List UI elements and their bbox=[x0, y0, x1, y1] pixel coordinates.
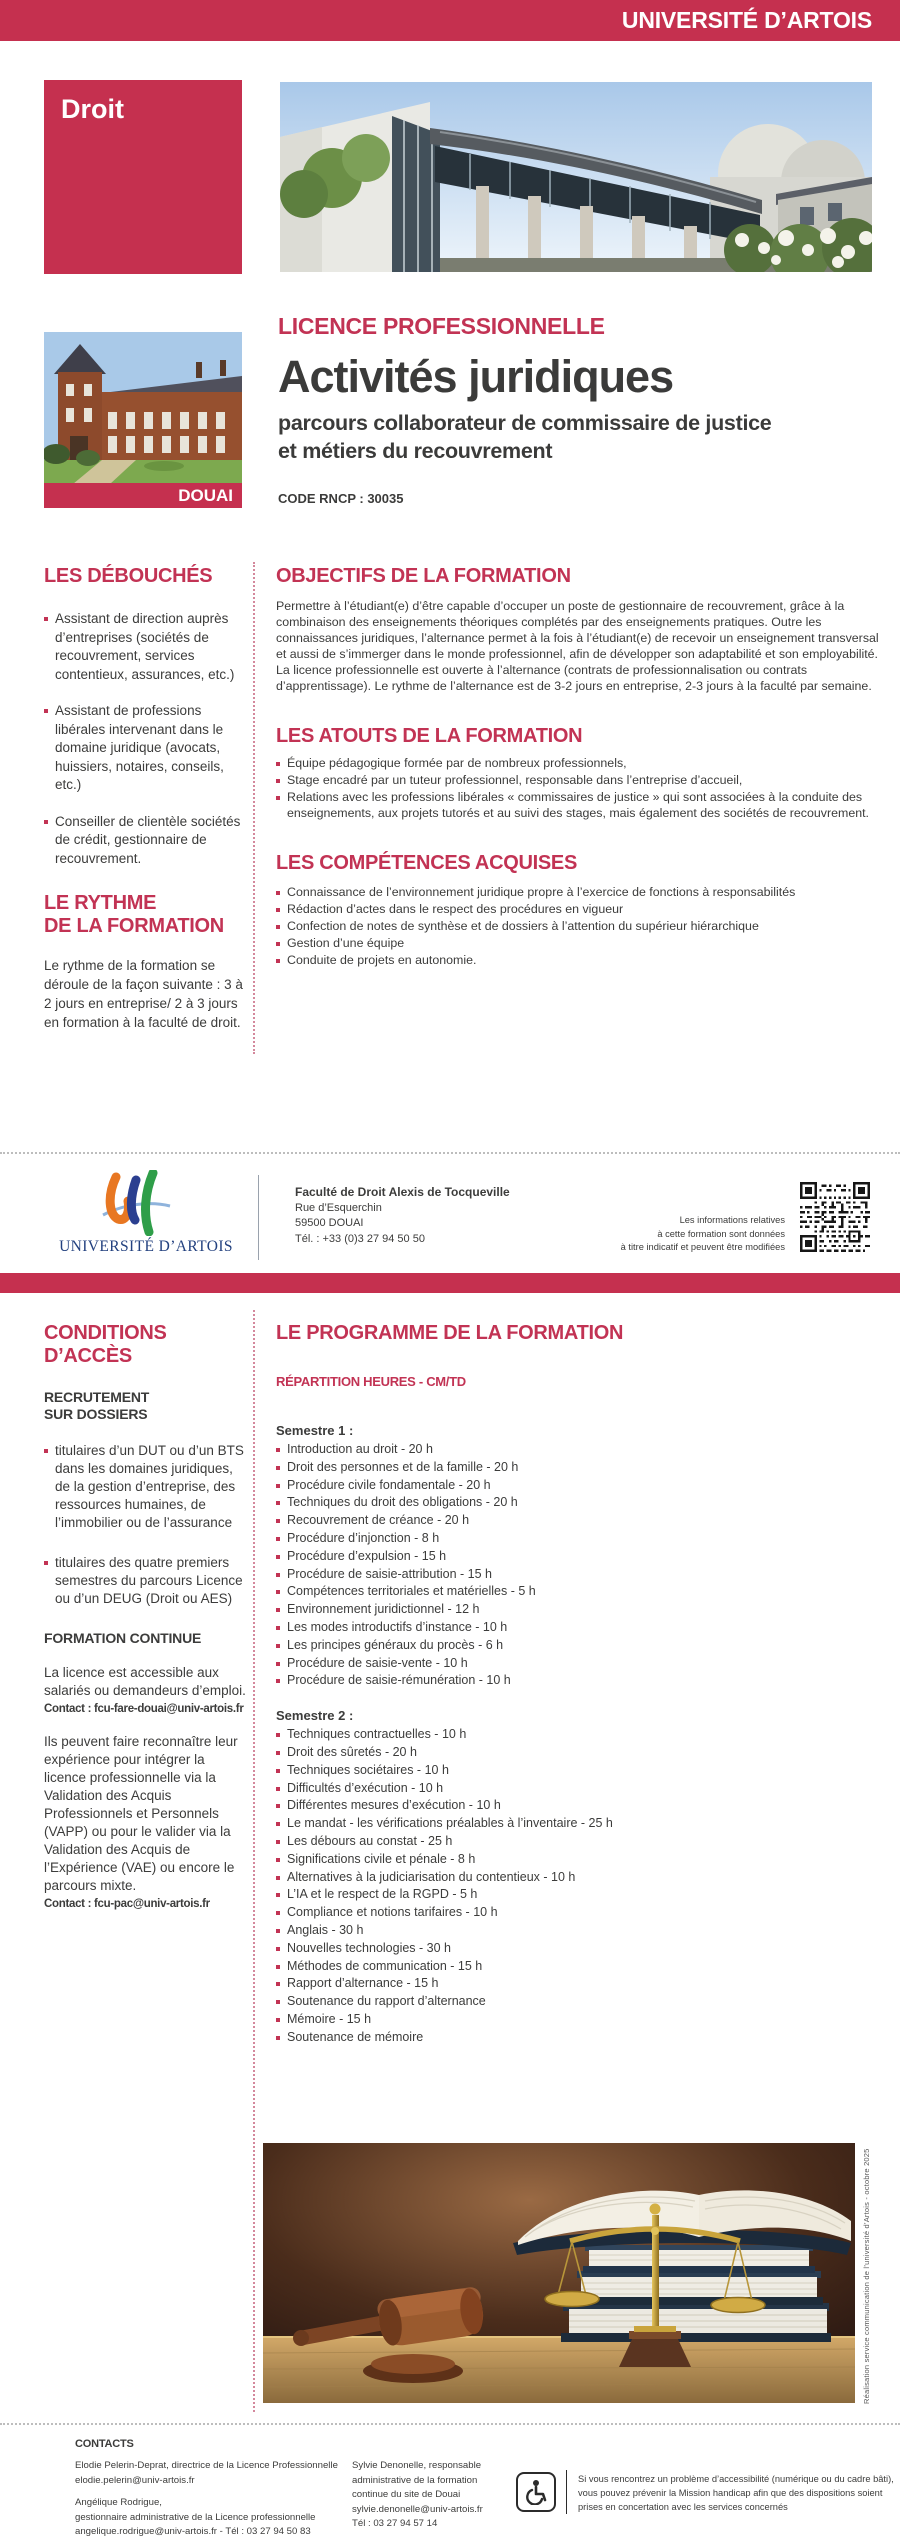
semester2-list bbox=[276, 1726, 884, 2046]
discipline-label: Droit bbox=[61, 94, 124, 124]
horizontal-dotted-divider bbox=[0, 2423, 900, 2425]
contacts-column-1 bbox=[75, 2459, 345, 2540]
objectifs-heading: OBJECTIFS DE LA FORMATION bbox=[276, 565, 571, 587]
list-item: Compliance et notions tarifaires - 10 h bbox=[276, 1904, 884, 1922]
vertical-divider bbox=[566, 2470, 567, 2514]
page-title: Activités juridiques bbox=[278, 351, 674, 402]
list-item: titulaires des quatre premiers semestres du parcours Licence ou d’un DEUG (Droit ou AES) bbox=[44, 1554, 250, 1608]
debouches-column bbox=[44, 565, 246, 1032]
contacts-heading: CONTACTS bbox=[75, 2438, 134, 2450]
university-logo bbox=[100, 1170, 172, 1241]
contact-phone: Tél : 03 27 94 57 14 bbox=[352, 2518, 438, 2529]
objectifs-column bbox=[276, 565, 880, 969]
degree-kicker: LICENCE PROFESSIONNELLE bbox=[278, 313, 605, 339]
list-item: Difficultés d’exécution - 10 h bbox=[276, 1780, 884, 1798]
list-item: Conduite de projets en autonomie. bbox=[276, 952, 880, 969]
faculty-phone: Tél. : +33 (0)3 27 94 50 50 bbox=[295, 1232, 425, 1245]
campus-photo-illustration bbox=[280, 82, 872, 272]
information-notice: Les informations relatives à cette formation sont données à titre indicatif et peuvent être modifiées bbox=[620, 1215, 785, 1252]
list-item: Mémoire - 15 h bbox=[276, 2011, 884, 2029]
campus-photo bbox=[280, 82, 872, 272]
recrutement-title: RECRUTEMENT SUR DOSSIERS bbox=[44, 1389, 150, 1422]
contact-email-2: Contact : fcu-pac@univ-artois.fr bbox=[44, 1898, 210, 1910]
column-divider-dotted bbox=[253, 562, 255, 1054]
list-item: Compétences territoriales et matérielles - 5 h bbox=[276, 1583, 884, 1601]
red-separator-band bbox=[0, 1273, 900, 1293]
university-topbar bbox=[0, 0, 900, 41]
list-item: Connaissance de l’environnement juridique propre à l’exercice de fonctions à responsabilités bbox=[276, 884, 880, 901]
rythme-text: Le rythme de la formation se déroule de la façon suivante : 3 à 2 jours en entreprise/ 2 à 3 jours en formation à la faculté de droit. bbox=[44, 958, 243, 1030]
list-item: Assistant de professions libérales intervenant dans le domaine juridique (avocats, huissiers, notaires, conseils, etc.) bbox=[44, 702, 246, 795]
contact-person: Elodie Pelerin-Deprat, directrice de la Licence Professionnelle bbox=[75, 2460, 338, 2471]
accessibility-notice: Si vous rencontrez un problème d’accessibilité (numérique ou du cadre bâti), vous pouvez prévenir la Mission handicap afin que des dispositions soient prises en concertation avec les services concernés bbox=[578, 2474, 894, 2512]
rythme-heading: LE RYTHME DE LA FORMATION bbox=[44, 892, 224, 937]
debouches-list bbox=[44, 610, 246, 868]
list-item: Soutenance du rapport d’alternance bbox=[276, 1993, 884, 2011]
list-item: Différentes mesures d’exécution - 10 h bbox=[276, 1797, 884, 1815]
university-name: UNIVERSITÉ D’ARTOIS bbox=[621, 7, 872, 33]
conditions-column bbox=[44, 1322, 250, 1913]
douai-photo bbox=[44, 332, 242, 508]
contact-email: elodie.pelerin@univ-artois.fr bbox=[75, 2474, 195, 2486]
list-item: Les débours au constat - 25 h bbox=[276, 1833, 884, 1851]
list-item: Anglais - 30 h bbox=[276, 1922, 884, 1940]
competences-list bbox=[276, 884, 880, 969]
list-item: Introduction au droit - 20 h bbox=[276, 1441, 884, 1459]
list-item: Droit des personnes et de la famille - 20 h bbox=[276, 1459, 884, 1477]
faculty-street: Rue d’Esquerchin bbox=[295, 1201, 382, 1214]
list-item: L’IA et le respect de la RGPD - 5 h bbox=[276, 1886, 884, 1904]
wheelchair-icon bbox=[516, 2472, 556, 2512]
competences-heading: LES COMPÉTENCES ACQUISES bbox=[276, 851, 577, 874]
list-item: Équipe pédagogique formée par de nombreux professionnels, bbox=[276, 755, 880, 772]
rncp-code: CODE RNCP : 30035 bbox=[278, 491, 404, 506]
discipline-box bbox=[44, 80, 242, 274]
qr-code-pattern bbox=[800, 1182, 870, 1252]
list-item: Alternatives à la judiciarisation du contentieux - 10 h bbox=[276, 1869, 884, 1887]
column-divider-dotted bbox=[253, 1310, 255, 2412]
production-credit: Réalisation service communication de l’université d’Artois - octobre 2025 bbox=[862, 2148, 871, 2404]
programme-heading: LE PROGRAMME DE LA FORMATION bbox=[276, 1322, 624, 1344]
douai-banner bbox=[44, 483, 242, 508]
objectifs-text: Permettre à l’étudiant(e) d’être capable d’occuper un poste de gestionnaire de recouvrement, grâce à la combinaison des enseignements théoriques complétés par des enseignements pratiques. Outre les connaissances juridiques, l’alternance permet à la fois à l’étudiant(e) de recevoir un enseignement transversal et aussi de s’immerger dans le monde professionnel, afin de développer son adaptabilité et son employabilité. La licence professionnelle est ouverte à l’alternance (contrats de professionnalisation ou contrats d’apprentissage). Le rythme de l’alternance est de 3-2 jours en entreprise, 2-3 jours à la faculté par semaine. bbox=[276, 599, 879, 693]
list-item: Procédure civile fondamentale - 20 h bbox=[276, 1477, 884, 1495]
faculty-address bbox=[295, 1185, 510, 1247]
semester2-label: Semestre 2 : bbox=[276, 1708, 354, 1724]
contact-role: gestionnaire administrative de la Licence professionnelle bbox=[75, 2511, 316, 2523]
list-item: Significations civile et pénale - 8 h bbox=[276, 1851, 884, 1869]
list-item: Conseiller de clientèle sociétés de crédit, gestionnaire de recouvrement. bbox=[44, 813, 246, 869]
list-item: Techniques contractuelles - 10 h bbox=[276, 1726, 884, 1744]
contact-person: Sylvie Denonelle, responsable bbox=[352, 2460, 482, 2471]
list-item: Confection de notes de synthèse et de dossiers à l’attention du supérieur hiérarchique bbox=[276, 918, 880, 935]
list-item: Soutenance de mémoire bbox=[276, 2029, 884, 2047]
vertical-divider bbox=[258, 1175, 259, 1260]
list-item: Techniques du droit des obligations - 20 h bbox=[276, 1494, 884, 1512]
list-item: Assistant de direction auprès d’entreprises (sociétés de recouvrement, services contentieux, assurances, etc.) bbox=[44, 610, 246, 684]
page-subtitle: parcours collaborateur de commissaire de justice et métiers du recouvrement bbox=[278, 411, 772, 463]
list-item: Nouvelles technologies - 30 h bbox=[276, 1940, 884, 1958]
contact-email: angelique.rodrigue@univ-artois.fr - Tél : 03 27 94 50 83 bbox=[75, 2526, 311, 2537]
justice-photo-illustration bbox=[263, 2143, 855, 2403]
list-item: Stage encadré par un tuteur professionnel, responsable dans l’entreprise d’accueil, bbox=[276, 772, 880, 789]
title-block bbox=[278, 313, 878, 506]
list-item: Procédure d’expulsion - 15 h bbox=[276, 1548, 884, 1566]
contact-email-1: Contact : fcu-fare-douai@univ-artois.fr bbox=[44, 1703, 244, 1715]
douai-label: DOUAI bbox=[178, 486, 233, 505]
list-item: Procédure d’injonction - 8 h bbox=[276, 1530, 884, 1548]
faculty-name: Faculté de Droit Alexis de Tocqueville bbox=[295, 1185, 510, 1199]
formation-continue-text: La licence est accessible aux salariés ou demandeurs d’emploi. bbox=[44, 1665, 246, 1698]
vae-text: Ils peuvent faire reconnaître leur expérience pour intégrer la licence professionnelle via la Validation des Acquis Professionnels et Personnels (VAPP) ou pour le valider via la Validation des Acquis de l’Expérience (VAE) ou encore le parcours mixte. bbox=[44, 1734, 238, 1893]
douai-photo-illustration bbox=[44, 332, 242, 508]
faculty-city: 59500 DOUAI bbox=[295, 1217, 364, 1229]
atouts-heading: LES ATOUTS DE LA FORMATION bbox=[276, 725, 583, 748]
wheelchair-glyph bbox=[523, 2479, 549, 2505]
list-item: Environnement juridictionnel - 12 h bbox=[276, 1601, 884, 1619]
atouts-list bbox=[276, 755, 880, 821]
list-item: Recouvrement de créance - 20 h bbox=[276, 1512, 884, 1530]
justice-photo bbox=[263, 2143, 855, 2403]
semester1-label: Semestre 1 : bbox=[276, 1423, 354, 1438]
contact-role: continue du site de Douai bbox=[352, 2489, 461, 2500]
list-item: Méthodes de communication - 15 h bbox=[276, 1958, 884, 1976]
conditions-list bbox=[44, 1442, 250, 1608]
debouches-heading: LES DÉBOUCHÉS bbox=[44, 565, 213, 587]
programme-column bbox=[276, 1322, 884, 2047]
list-item: Le mandat - les vérifications préalables à l’inventaire - 25 h bbox=[276, 1815, 884, 1833]
list-item: Les modes introductifs d’instance - 10 h bbox=[276, 1619, 884, 1637]
list-item: Rédaction d’actes dans le respect des procédures en vigueur bbox=[276, 901, 880, 918]
contact-email: sylvie.denonelle@univ-artois.fr bbox=[352, 2503, 483, 2515]
conditions-heading: CONDITIONS D’ACCÈS bbox=[44, 1322, 167, 1367]
list-item: Droit des sûretés - 20 h bbox=[276, 1744, 884, 1762]
university-logo-mark bbox=[100, 1170, 172, 1236]
qr-code bbox=[800, 1182, 870, 1252]
contact-role: administrative de la formation bbox=[352, 2474, 478, 2486]
list-item: Procédure de saisie-attribution - 15 h bbox=[276, 1566, 884, 1584]
list-item: Procédure de saisie-rémunération - 10 h bbox=[276, 1672, 884, 1690]
list-item: Procédure de saisie-vente - 10 h bbox=[276, 1655, 884, 1673]
list-item: Techniques sociétaires - 10 h bbox=[276, 1762, 884, 1780]
list-item: Relations avec les professions libérales « commissaires de justice » qui sont associées à la conduite des enseignements, aux projets tutorés et au suivi des stages, mais également des sociétés de recouvrement. bbox=[276, 789, 880, 822]
formation-continue-title: FORMATION CONTINUE bbox=[44, 1630, 202, 1646]
list-item: titulaires d’un DUT ou d’un BTS dans les domaines juridiques, de la gestion d’entreprise, des ressources humaines, de l’immobilier ou de l’assurance bbox=[44, 1442, 250, 1532]
list-item: Les principes généraux du procès - 6 h bbox=[276, 1637, 884, 1655]
university-logo-text: UNIVERSITÉ D’ARTOIS bbox=[59, 1238, 233, 1255]
semester1-list bbox=[276, 1441, 884, 1690]
horizontal-dotted-divider bbox=[0, 1152, 900, 1154]
contact-person: Angélique Rodrigue, bbox=[75, 2497, 162, 2508]
contacts-column-2 bbox=[352, 2459, 502, 2532]
list-item: Gestion d’une équipe bbox=[276, 935, 880, 952]
programme-subheading: RÉPARTITION HEURES - CM/TD bbox=[276, 1374, 466, 1389]
list-item: Rapport d’alternance - 15 h bbox=[276, 1975, 884, 1993]
